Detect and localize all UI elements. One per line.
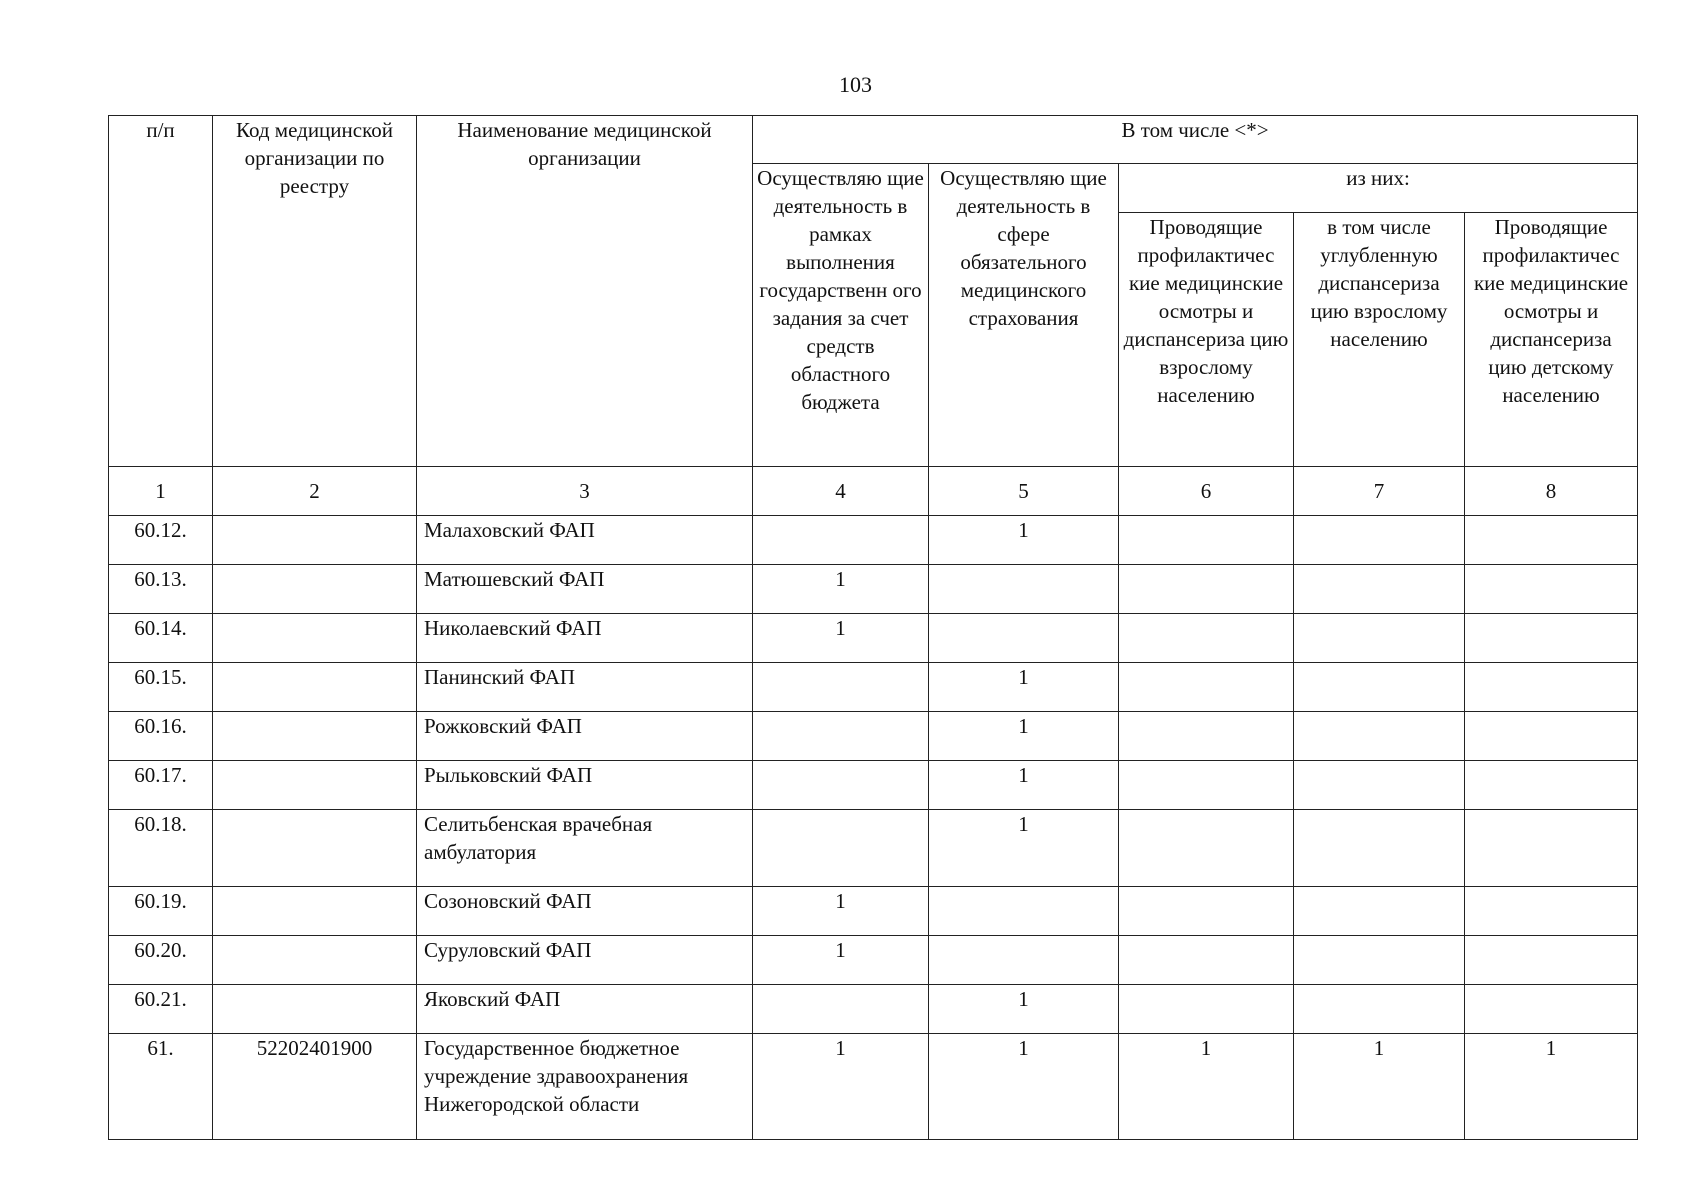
cell-code <box>213 614 417 663</box>
cell-prof-adult <box>1119 936 1294 985</box>
header-prof-adult: Проводящие профилактичес кие медицинские осмотры и диспансериза цию взрослому населению <box>1119 213 1294 467</box>
cell-deep-adult <box>1294 761 1465 810</box>
header-code: Код медицинской организации по реестру <box>213 116 417 467</box>
cell-prof-adult <box>1119 516 1294 565</box>
cell-name: Николаевский ФАП <box>417 614 753 663</box>
cell-code <box>213 810 417 887</box>
cell-state-task <box>753 663 929 712</box>
cell-deep-adult <box>1294 810 1465 887</box>
cell-oms <box>929 936 1119 985</box>
cell-oms: 1 <box>929 1034 1119 1140</box>
cell-state-task: 1 <box>753 1034 929 1140</box>
cell-name: Яковский ФАП <box>417 985 753 1034</box>
header-state-task: Осуществляю щие деятельность в рамках выполнения государственн ого задания за счет средств областного бюджета <box>753 164 929 467</box>
cell-state-task: 1 <box>753 565 929 614</box>
cell-prof-adult: 1 <box>1119 1034 1294 1140</box>
cell-prof-child <box>1465 985 1638 1034</box>
cell-pp: 60.14. <box>109 614 213 663</box>
cell-deep-adult <box>1294 936 1465 985</box>
cell-code <box>213 761 417 810</box>
cell-oms <box>929 614 1119 663</box>
cell-name: Рыльковский ФАП <box>417 761 753 810</box>
cell-prof-child <box>1465 936 1638 985</box>
cell-prof-child: 1 <box>1465 1034 1638 1140</box>
header-oms: Осуществляю щие деятельность в сфере обязательного медицинского страхования <box>929 164 1119 467</box>
cell-deep-adult <box>1294 985 1465 1034</box>
cell-prof-adult <box>1119 712 1294 761</box>
cell-prof-child <box>1465 712 1638 761</box>
cell-deep-adult: 1 <box>1294 1034 1465 1140</box>
table-row <box>109 985 1638 1034</box>
table-row <box>109 516 1638 565</box>
header-group-including: В том числе <*> <box>753 116 1638 164</box>
table-row <box>109 887 1638 936</box>
column-number: 8 <box>1465 467 1638 516</box>
cell-oms <box>929 887 1119 936</box>
cell-pp: 60.12. <box>109 516 213 565</box>
cell-pp: 60.19. <box>109 887 213 936</box>
table-row <box>109 565 1638 614</box>
cell-prof-adult <box>1119 565 1294 614</box>
cell-oms: 1 <box>929 712 1119 761</box>
cell-name: Панинский ФАП <box>417 663 753 712</box>
column-number: 1 <box>109 467 213 516</box>
cell-prof-child <box>1465 614 1638 663</box>
cell-state-task: 1 <box>753 887 929 936</box>
cell-code <box>213 565 417 614</box>
cell-name: Малаховский ФАП <box>417 516 753 565</box>
cell-name: Суруловский ФАП <box>417 936 753 985</box>
cell-pp: 60.18. <box>109 810 213 887</box>
cell-code: 52202401900 <box>213 1034 417 1140</box>
header-pp: п/п <box>109 116 213 467</box>
header-prof-child: Проводящие профилактичес кие медицинские осмотры и диспансериза цию детскому населению <box>1465 213 1638 467</box>
cell-deep-adult <box>1294 887 1465 936</box>
table-row <box>109 810 1638 887</box>
cell-prof-child <box>1465 565 1638 614</box>
cell-deep-adult <box>1294 712 1465 761</box>
cell-prof-adult <box>1119 614 1294 663</box>
cell-oms <box>929 565 1119 614</box>
cell-oms: 1 <box>929 810 1119 887</box>
cell-prof-child <box>1465 663 1638 712</box>
cell-oms: 1 <box>929 761 1119 810</box>
cell-code <box>213 936 417 985</box>
cell-code <box>213 712 417 761</box>
cell-pp: 61. <box>109 1034 213 1140</box>
cell-pp: 60.21. <box>109 985 213 1034</box>
cell-name: Матюшевский ФАП <box>417 565 753 614</box>
column-number: 6 <box>1119 467 1294 516</box>
cell-oms: 1 <box>929 985 1119 1034</box>
cell-pp: 60.15. <box>109 663 213 712</box>
header-deep-adult: в том числе углубленную диспансериза цию взрослому населению <box>1294 213 1465 467</box>
cell-pp: 60.16. <box>109 712 213 761</box>
column-number: 3 <box>417 467 753 516</box>
cell-prof-child <box>1465 761 1638 810</box>
cell-deep-adult <box>1294 565 1465 614</box>
table-row <box>109 936 1638 985</box>
table-row <box>109 761 1638 810</box>
cell-prof-adult <box>1119 985 1294 1034</box>
cell-prof-child <box>1465 810 1638 887</box>
cell-pp: 60.13. <box>109 565 213 614</box>
table-row <box>109 1034 1638 1140</box>
cell-name: Селитьбенская врачебная амбулатория <box>417 810 753 887</box>
cell-state-task <box>753 761 929 810</box>
cell-deep-adult <box>1294 663 1465 712</box>
cell-oms: 1 <box>929 516 1119 565</box>
header-name: Наименование медицинской организации <box>417 116 753 467</box>
cell-name: Рожковский ФАП <box>417 712 753 761</box>
cell-pp: 60.17. <box>109 761 213 810</box>
cell-state-task <box>753 810 929 887</box>
column-number: 4 <box>753 467 929 516</box>
cell-prof-adult <box>1119 761 1294 810</box>
organizations-table <box>108 115 1638 1140</box>
table-row <box>109 614 1638 663</box>
cell-state-task <box>753 516 929 565</box>
cell-prof-adult <box>1119 663 1294 712</box>
cell-pp: 60.20. <box>109 936 213 985</box>
cell-prof-child <box>1465 887 1638 936</box>
cell-deep-adult <box>1294 516 1465 565</box>
cell-oms: 1 <box>929 663 1119 712</box>
column-number: 5 <box>929 467 1119 516</box>
cell-prof-child <box>1465 516 1638 565</box>
column-number: 7 <box>1294 467 1465 516</box>
cell-state-task: 1 <box>753 936 929 985</box>
cell-prof-adult <box>1119 810 1294 887</box>
cell-code <box>213 985 417 1034</box>
table-row <box>109 663 1638 712</box>
column-number-row <box>109 467 1638 516</box>
cell-state-task <box>753 985 929 1034</box>
table-row <box>109 712 1638 761</box>
cell-prof-adult <box>1119 887 1294 936</box>
cell-name: Созоновский ФАП <box>417 887 753 936</box>
cell-name: Государственное бюджетное учреждение здравоохранения Нижегородской области <box>417 1034 753 1140</box>
cell-deep-adult <box>1294 614 1465 663</box>
cell-code <box>213 663 417 712</box>
cell-state-task <box>753 712 929 761</box>
cell-state-task: 1 <box>753 614 929 663</box>
column-number: 2 <box>213 467 417 516</box>
page-number: 103 <box>839 72 872 97</box>
header-group-of-them: из них: <box>1119 164 1638 213</box>
cell-code <box>213 516 417 565</box>
cell-code <box>213 887 417 936</box>
